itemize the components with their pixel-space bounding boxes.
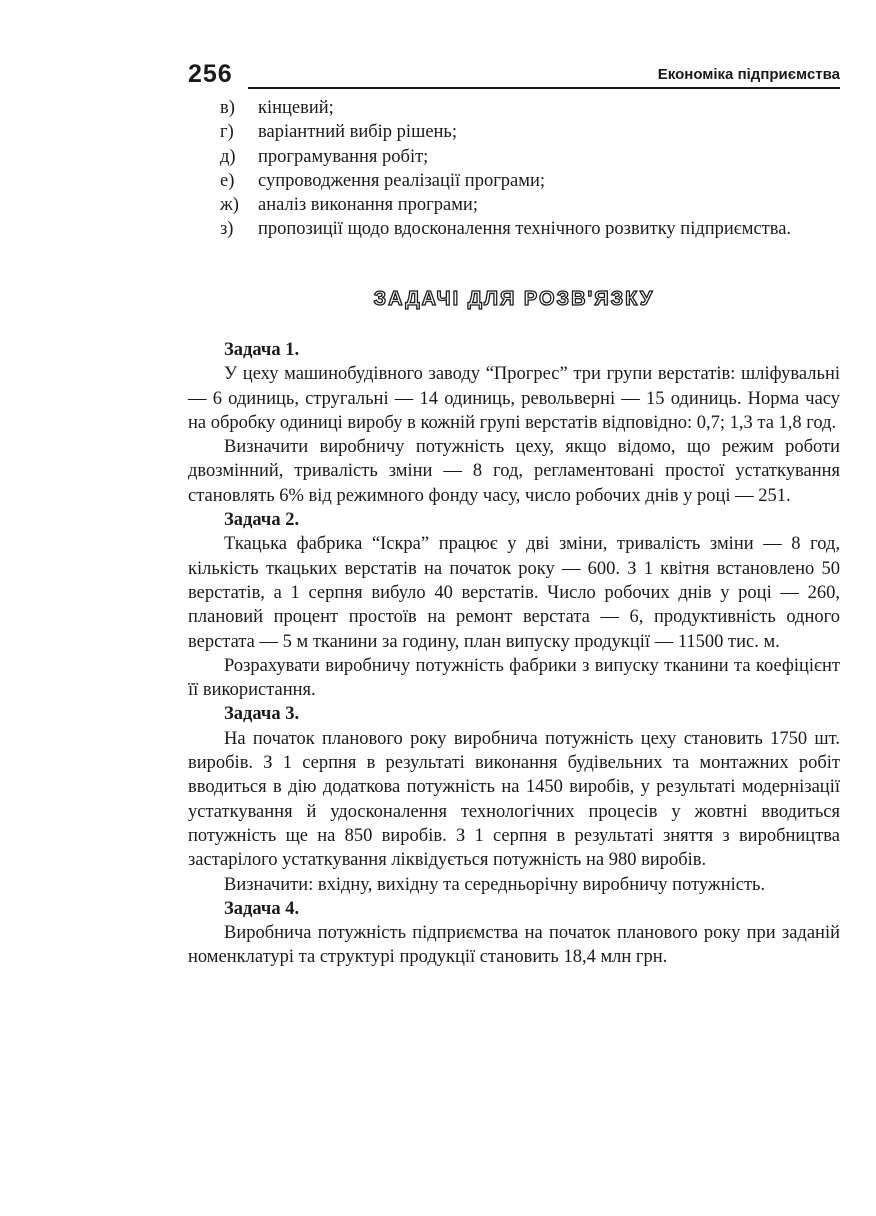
list-marker: ж) — [220, 195, 239, 216]
problem-heading: Задача 1. — [224, 340, 300, 360]
list-text: супроводження реалізації програми; — [258, 170, 545, 191]
problem-paragraph: Визначити: вхідну, вихідну та середньорічну виробничу потужність. — [224, 874, 766, 895]
problem-heading: Задача 4. — [224, 898, 300, 919]
list-item — [188, 120, 840, 144]
enumerated-list — [188, 96, 840, 242]
problem-paragraph: Виробнича потужність підприємства на початок планового року при заданій номенклатурі та структурі продукції становить 18,4 млн грн. — [188, 923, 840, 968]
list-text: кінцевий; — [258, 98, 334, 118]
header-rule — [248, 87, 840, 89]
list-item — [188, 193, 840, 217]
problem-1 — [188, 338, 840, 508]
problems-section — [188, 338, 840, 970]
list-text: програмування робіт; — [258, 146, 429, 167]
running-head: Економіка підприємства — [657, 66, 840, 83]
problem-paragraph: Розрахувати виробничу потужність фабрики з випуску тканини та коефіцієнт її використання. — [188, 655, 840, 701]
list-text: варіантний вибір рішень; — [258, 122, 458, 143]
problem-paragraph: На початок планового року виробнича потужність цеху становить 1750 шт. виробів. З 1 серпня в результаті виконання будівельних та монтажних робіт вводиться в дію додаткова потужність на 1450 виробів, у результаті модернізації устаткування й удосконалення технологічних процесів у жовтні вводиться потужність ще на 850 виробів. З 1 серпня в результаті зняття з виробництва застарілого устаткування ліквідується потужність на 980 виробів. — [188, 728, 840, 871]
list-item — [188, 145, 840, 169]
list-text: аналіз виконання програми; — [258, 195, 478, 216]
problem-4 — [188, 897, 840, 970]
section-title: ЗАДАЧІ ДЛЯ РОЗВ'ЯЗКУ — [373, 288, 655, 310]
list-text: пропозиції щодо вдосконалення технічного розвитку підприємства. — [258, 219, 792, 240]
list-marker: з) — [220, 219, 234, 240]
problem-paragraph: У цеху машинобудівного заводу “Прогрес” три групи верстатів: шліфувальні — 6 одиниць, стругальні — 14 одиниць, револьверні — 15 одиниць. Норма часу на обробку одиниці виробу в кожній групі верстатів відповідно: 0,7; 1,3 та 1,8 год. — [188, 364, 840, 433]
problem-heading: Задача 2. — [224, 510, 300, 531]
list-marker: г) — [220, 122, 234, 143]
page-header — [188, 60, 840, 90]
list-item — [188, 217, 840, 241]
list-item — [188, 169, 840, 193]
problem-2 — [188, 508, 840, 702]
problem-heading: Задача 3. — [224, 704, 300, 725]
problem-3 — [188, 702, 840, 896]
problem-paragraph: Визначити виробничу потужність цеху, якщо відомо, що режим роботи двозмінний, тривалість зміни — 8 год, регламентовані простої устаткування становлять 6% від режимного фонду часу, число робочих днів у році — 251. — [188, 437, 840, 506]
page-number: 256 — [188, 60, 233, 88]
list-marker: д) — [220, 146, 236, 167]
list-item — [188, 96, 840, 120]
list-marker: в) — [220, 98, 235, 118]
problem-paragraph: Ткацька фабрика “Іскра” працює у дві зміни, тривалість зміни — 8 год, кількість ткацьких верстатів на початок року — 600. З 1 квітня встановлено 50 верстатів, а 1 серпня вибуло 40 верстатів. Число робочих днів у році — 260, плановий процент простоїв на ремонт верстата — 6, продуктивність одного верстата — 5 м тканини за годину, план випуску продукції — 11500 тис. м. — [188, 534, 840, 652]
list-marker: е) — [220, 170, 235, 191]
